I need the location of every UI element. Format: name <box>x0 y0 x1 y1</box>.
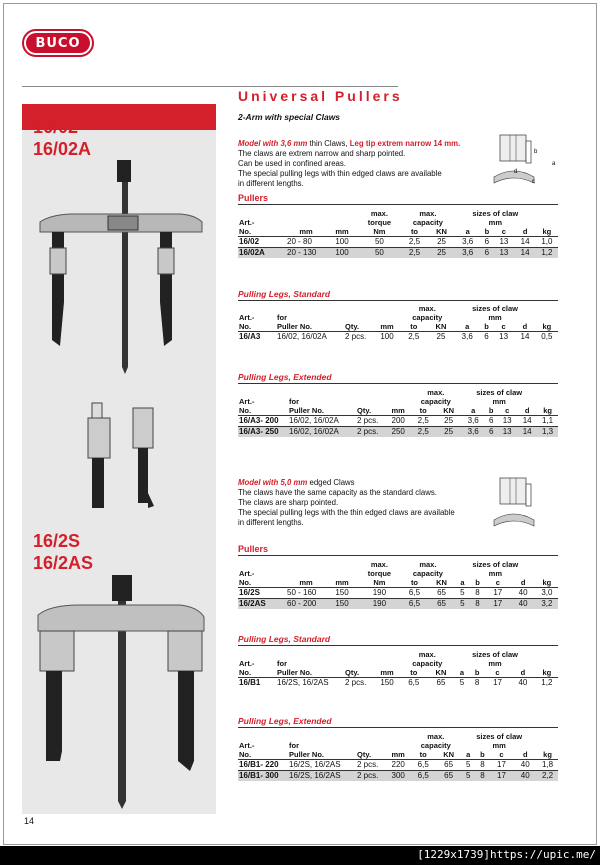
rule-2 <box>238 300 558 301</box>
cell-legs-std1-rows-0-c: 13 <box>493 332 514 343</box>
cell-legs-std2-rows-0-c: 17 <box>485 678 510 689</box>
cell-legs-ext1-rows-1-d: 14 <box>517 427 537 438</box>
claw-diagram-2 <box>490 476 558 532</box>
cell-headers-d: d <box>520 578 526 587</box>
cell-headers-qty: Qty. <box>345 322 360 331</box>
cell-legs-ext2-rows-1-d: 40 <box>513 771 537 782</box>
cell-headers-sizes: sizes of claw <box>476 732 523 741</box>
puller-image-1 <box>30 160 210 375</box>
cell-pullers1-rows-0-torque: 50 <box>358 237 401 248</box>
cell-headers-a: a <box>459 668 465 677</box>
cell-legs-std1-rows-0-art: 16/A3 <box>238 332 276 343</box>
cell-pullers2-rows-0-span: 50 - 160 <box>286 588 326 599</box>
h-art: Art.- <box>239 218 255 227</box>
cell-headers-c: c <box>495 578 500 587</box>
cell-headers-to: to <box>410 322 418 331</box>
h-b: b <box>484 227 490 236</box>
h-kn: KN <box>436 227 447 236</box>
cell-legs-std2-rows-0-kg: 1,2 <box>536 678 558 689</box>
diagram1-b: b <box>534 149 538 155</box>
cell-pullers1-rows-0-span: 20 - 80 <box>286 237 326 248</box>
cell-legs-ext2-rows-0-qty: 2 pcs. <box>356 760 386 771</box>
cell-pullers2-rows-0-b: 8 <box>470 588 485 599</box>
puller-image-2 <box>30 575 210 815</box>
h-mm-depth: mm <box>335 227 349 236</box>
cell-legs-ext1-rows-0-kg: 1,1 <box>537 416 558 427</box>
cell-pullers1-rows-0-depth: 100 <box>326 237 358 248</box>
cell-headers-puller-no: Puller No. <box>277 322 313 331</box>
cell-pullers1-rows-0-to: 2,5 <box>401 237 428 248</box>
cell-headers-max: max. <box>370 560 388 569</box>
desc1-line4: The special pulling legs with thin edged claws are available <box>238 169 442 178</box>
cell-legs-ext2-rows-0-art: 16/B1- 220 <box>238 760 288 771</box>
table-pullers-1 <box>238 209 558 258</box>
cell-pullers2-rows-1-d: 40 <box>510 599 535 610</box>
table-legs-std-1 <box>238 304 558 342</box>
cell-headers-d: d <box>522 750 528 759</box>
diagram1-a: a <box>552 161 556 167</box>
h-mm-span: mm <box>299 227 313 236</box>
rule-6 <box>238 727 558 728</box>
h-c: c <box>501 227 506 236</box>
h-capacity: capacity <box>412 218 443 227</box>
cell-pullers1-rows-0-d: 14 <box>515 237 536 248</box>
table-row <box>238 248 558 259</box>
cell-headers-mm: mm <box>488 569 503 578</box>
cell-headers-max: max. <box>419 560 437 569</box>
desc1-line3: Can be used in confined areas. <box>238 159 346 168</box>
cell-headers-a: a <box>465 322 470 331</box>
cell-pullers2-rows-1-torque: 190 <box>358 599 401 610</box>
cell-headers-b: b <box>484 322 489 331</box>
cell-headers-a: a <box>460 578 465 587</box>
cell-headers-mm: mm <box>335 578 349 587</box>
cell-headers-b: b <box>480 750 485 759</box>
cell-legs-std2-rows-0-mm: 150 <box>374 678 400 689</box>
cell-headers-kg: kg <box>542 322 552 331</box>
cell-headers-puller-no: Puller No. <box>277 668 313 677</box>
claw-closeup-image <box>78 398 188 523</box>
cell-pullers1-rows-1-art: 16/02A <box>238 248 286 259</box>
table-row <box>238 416 558 427</box>
table-row <box>238 332 558 343</box>
cell-headers-kg: kg <box>543 406 552 415</box>
cell-legs-std1-rows-0-kg: 0,5 <box>536 332 558 343</box>
cell-legs-std2-rows-0-to: 6,5 <box>400 678 427 689</box>
cell-headers-mm: mm <box>380 668 394 677</box>
section-pullers-1: Pullers <box>238 193 269 203</box>
cell-legs-ext1-rows-0-d: 14 <box>517 416 537 427</box>
cell-headers-max: max. <box>418 304 436 313</box>
cell-pullers1-rows-1-b: 6 <box>480 248 493 259</box>
cell-legs-ext2-rows-0-for: 16/2S, 16/2AS <box>288 760 356 771</box>
cell-headers-art: Art.- <box>239 397 255 406</box>
cell-headers-mm: mm <box>488 659 502 668</box>
desc1-model: Model with 3,6 mm <box>238 139 308 148</box>
cell-pullers1-rows-0-kn: 25 <box>428 237 455 248</box>
cell-legs-std1-rows-0-qty: 2 pcs. <box>344 332 374 343</box>
cell-legs-std1-rows-0-b: 6 <box>480 332 493 343</box>
cell-headers-for: for <box>289 397 299 406</box>
cell-legs-ext2-rows-0-kg: 1,8 <box>537 760 558 771</box>
cell-headers-no: No. <box>239 750 252 759</box>
cell-legs-ext1-rows-0-c: 13 <box>497 416 517 427</box>
cell-legs-ext1-rows-0-mm: 200 <box>386 416 410 427</box>
cell-headers-capacity: capacity <box>412 313 443 322</box>
table-row <box>238 427 558 438</box>
cell-pullers2-rows-1-c: 17 <box>485 599 510 610</box>
cell-legs-ext2-rows-0-kn: 65 <box>436 760 461 771</box>
cell-legs-ext2-rows-1-a: 5 <box>461 771 475 782</box>
cell-headers-c: c <box>495 668 500 677</box>
h-kg: kg <box>542 227 552 236</box>
cell-legs-std2-rows-0-b: 8 <box>469 678 484 689</box>
cell-pullers2-rows-0-c: 17 <box>485 588 510 599</box>
cell-legs-ext1-rows-1-for: 16/02, 16/02A <box>288 427 356 438</box>
cell-legs-ext1-rows-1-c: 13 <box>497 427 517 438</box>
cell-headers-mm: mm <box>380 322 394 331</box>
cell-pullers2-rows-0-torque: 190 <box>358 588 401 599</box>
page-title: Universal Pullers <box>238 88 403 104</box>
cell-legs-ext1-rows-0-for: 16/02, 16/02A <box>288 416 356 427</box>
table-legs-ext-2 <box>238 732 558 781</box>
buco-logo <box>22 29 94 57</box>
desc2-line2: The claws have the same capacity as the standard claws. <box>238 488 437 497</box>
cell-legs-ext1-rows-1-b: 6 <box>485 427 497 438</box>
cell-legs-ext2-rows-0-b: 8 <box>475 760 489 771</box>
cell-headers-art: Art.- <box>239 741 255 750</box>
desc2-line4: The special pulling legs with the thin edged claws are available <box>238 508 455 517</box>
cell-legs-std2-rows-0-art: 16/B1 <box>238 678 276 689</box>
cell-headers-sizes: sizes of claw <box>472 304 518 313</box>
cell-headers-b: b <box>475 578 480 587</box>
cell-headers-mm: mm <box>492 397 506 406</box>
cell-legs-std2-rows-0-a: 5 <box>454 678 469 689</box>
cell-headers-sizes: sizes of claw <box>476 388 523 397</box>
cell-headers-capacity: capacity <box>412 659 443 668</box>
cell-pullers2-rows-1-kg: 3,2 <box>536 599 558 610</box>
cell-headers-qty: Qty. <box>357 750 372 759</box>
rule-1 <box>238 204 558 205</box>
cell-legs-std1-rows-0-mm: 100 <box>374 332 400 343</box>
cell-legs-std2-rows-0-for: 16/2S, 16/2AS <box>276 678 344 689</box>
section-pullers-2: Pullers <box>238 544 269 554</box>
cell-legs-ext1-rows-1-art: 16/A3- 250 <box>238 427 288 438</box>
claw-diagram-1 <box>490 133 558 189</box>
diagram1-d: d <box>514 169 518 175</box>
cell-pullers2-rows-1-a: 5 <box>455 599 470 610</box>
cell-headers-for: for <box>289 741 299 750</box>
table-legs-ext-1 <box>238 388 558 437</box>
cell-pullers2-rows-1-span: 60 - 200 <box>286 599 326 610</box>
cell-legs-ext2-rows-1-mm: 300 <box>386 771 410 782</box>
cell-pullers2-rows-1-depth: 150 <box>326 599 358 610</box>
cell-headers-to: to <box>410 578 419 587</box>
cell-headers-capacity: capacity <box>420 741 451 750</box>
cell-pullers2-rows-1-to: 6,5 <box>401 599 428 610</box>
cell-pullers1-rows-1-span: 20 - 130 <box>286 248 326 259</box>
cell-pullers2-rows-1-kn: 65 <box>428 599 455 610</box>
table-row <box>238 678 558 689</box>
cell-legs-ext2-rows-1-art: 16/B1- 300 <box>238 771 288 782</box>
cell-headers-sizes: sizes of claw <box>472 650 518 659</box>
cell-legs-ext1-rows-1-mm: 250 <box>386 427 410 438</box>
cell-headers-a: a <box>471 406 476 415</box>
cell-headers-b: b <box>474 668 480 677</box>
cell-headers-capacity: capacity <box>420 397 451 406</box>
cell-legs-ext1-rows-1-qty: 2 pcs. <box>356 427 386 438</box>
desc1-claws: thin Claws, <box>307 139 350 148</box>
cell-headers-kg: kg <box>543 750 552 759</box>
cell-headers-c: c <box>505 406 510 415</box>
cell-headers-nm: Nm <box>373 578 386 587</box>
cell-pullers1-rows-0-c: 13 <box>493 237 514 248</box>
logo-text: BUCO <box>26 33 90 53</box>
cell-headers-b: b <box>488 406 494 415</box>
table-row <box>238 237 558 248</box>
cell-headers-torque: torque <box>367 569 392 578</box>
cell-pullers1-rows-1-torque: 50 <box>358 248 401 259</box>
cell-legs-std1-rows-0-d: 14 <box>514 332 535 343</box>
cell-headers-kn: KN <box>435 668 447 677</box>
h-d: d <box>522 227 528 236</box>
description-1 <box>238 139 460 189</box>
cell-pullers2-rows-1-art: 16/2AS <box>238 599 286 610</box>
cell-headers-no: No. <box>239 322 252 331</box>
cell-legs-ext1-rows-0-b: 6 <box>485 416 497 427</box>
cell-pullers1-rows-0-art: 16/02 <box>238 237 286 248</box>
cell-headers-mm: mm <box>391 406 405 415</box>
cell-pullers1-rows-1-a: 3,6 <box>455 248 481 259</box>
top-rule <box>22 86 398 87</box>
section-legs-ext-2: Pulling Legs, Extended <box>238 716 332 726</box>
cell-headers-sizes: sizes of claw <box>472 560 519 569</box>
subtitle: 2-Arm with special Claws <box>238 112 341 122</box>
cell-headers-max: max. <box>427 732 445 741</box>
table-pullers-2 <box>238 560 558 609</box>
footer-watermark: [1229x1739]https://upic.me/ <box>417 848 596 861</box>
cell-pullers1-rows-1-kn: 25 <box>428 248 455 259</box>
section-legs-std-1: Pulling Legs, Standard <box>238 289 331 299</box>
cell-headers-mm: mm <box>391 750 405 759</box>
rule-3 <box>238 383 558 384</box>
cell-headers-mm: mm <box>492 741 506 750</box>
cell-headers-d: d <box>524 406 530 415</box>
model-label-4: 16/2AS <box>33 553 94 573</box>
cell-pullers1-rows-0-a: 3,6 <box>455 237 481 248</box>
model-label-2: 16/02A <box>33 139 92 159</box>
cell-legs-std1-rows-0-a: 3,6 <box>454 332 480 343</box>
cell-legs-std2-rows-0-d: 40 <box>510 678 535 689</box>
cell-legs-ext1-rows-0-kn: 25 <box>436 416 461 427</box>
cell-headers-d: d <box>522 322 528 331</box>
h-no: No. <box>239 227 252 236</box>
cell-headers-kn: KN <box>443 750 455 759</box>
cell-legs-ext2-rows-1-c: 17 <box>490 771 514 782</box>
cell-pullers1-rows-1-to: 2,5 <box>401 248 428 259</box>
cell-legs-ext1-rows-1-a: 3,6 <box>461 427 485 438</box>
cell-legs-ext1-rows-0-to: 2,5 <box>410 416 436 427</box>
cell-legs-ext1-rows-1-to: 2,5 <box>410 427 436 438</box>
desc2-line3: The claws are sharp pointed. <box>238 498 339 507</box>
rule-5 <box>238 645 558 646</box>
h-to: to <box>410 227 419 236</box>
cell-pullers2-rows-0-to: 6,5 <box>401 588 428 599</box>
cell-pullers1-rows-0-kg: 1,0 <box>536 237 558 248</box>
h-torque: torque <box>367 218 392 227</box>
h-max: max. <box>370 209 388 218</box>
cell-legs-std2-rows-0-qty: 2 pcs. <box>344 678 374 689</box>
h-mm: mm <box>488 218 503 227</box>
cell-headers-max: max. <box>418 650 436 659</box>
cell-headers-puller-no: Puller No. <box>289 406 325 415</box>
cell-pullers2-rows-0-a: 5 <box>455 588 470 599</box>
page-number: 14 <box>24 816 35 826</box>
cell-legs-ext1-rows-0-qty: 2 pcs. <box>356 416 386 427</box>
cell-legs-std1-rows-0-for: 16/02, 16/02A <box>276 332 344 343</box>
diagram1-c: c <box>532 179 535 185</box>
cell-headers-puller-no: Puller No. <box>289 750 325 759</box>
cell-legs-ext2-rows-0-d: 40 <box>513 760 537 771</box>
cell-pullers2-rows-0-kg: 3,0 <box>536 588 558 599</box>
model-label-1: 16/02 <box>33 117 79 137</box>
description-2 <box>238 478 455 528</box>
cell-headers-capacity: capacity <box>412 569 443 578</box>
cell-legs-ext1-rows-0-a: 3,6 <box>461 416 485 427</box>
cell-legs-ext2-rows-0-mm: 220 <box>386 760 410 771</box>
cell-headers-art: Art.- <box>239 659 255 668</box>
table-row <box>238 588 558 599</box>
desc1-leg-tip: Leg tip extrem narrow 14 mm. <box>349 139 461 148</box>
cell-headers-kn: KN <box>435 322 447 331</box>
cell-pullers2-rows-1-b: 8 <box>470 599 485 610</box>
table-row <box>238 599 558 610</box>
cell-pullers1-rows-1-d: 14 <box>515 248 536 259</box>
cell-headers-kn: KN <box>443 406 455 415</box>
cell-headers-to: to <box>419 406 427 415</box>
table-row <box>238 771 558 782</box>
cell-headers-to: to <box>419 750 427 759</box>
cell-headers-mm: mm <box>299 578 313 587</box>
cell-headers-for: for <box>277 659 287 668</box>
section-legs-std-2: Pulling Legs, Standard <box>238 634 331 644</box>
cell-pullers1-rows-0-b: 6 <box>480 237 493 248</box>
section-legs-ext-1: Pulling Legs, Extended <box>238 372 332 382</box>
cell-headers-no: No. <box>239 668 252 677</box>
cell-headers-no: No. <box>239 578 252 587</box>
cell-pullers1-rows-1-c: 13 <box>493 248 514 259</box>
cell-legs-ext2-rows-0-c: 17 <box>490 760 514 771</box>
h-max2: max. <box>419 209 437 218</box>
desc1-line2: The claws are extrem narrow and sharp pointed. <box>238 149 406 158</box>
model-label-3: 16/2S <box>33 531 81 551</box>
cell-legs-ext2-rows-1-kn: 65 <box>436 771 461 782</box>
cell-legs-std1-rows-0-kn: 25 <box>428 332 455 343</box>
table-row <box>238 760 558 771</box>
h-sizes: sizes of claw <box>472 209 519 218</box>
cell-headers-for: for <box>277 313 287 322</box>
cell-headers-c: c <box>499 750 504 759</box>
cell-legs-ext2-rows-1-b: 8 <box>475 771 489 782</box>
cell-legs-ext2-rows-0-to: 6,5 <box>410 760 436 771</box>
cell-pullers2-rows-0-kn: 65 <box>428 588 455 599</box>
cell-pullers2-rows-0-art: 16/2S <box>238 588 286 599</box>
cell-legs-std1-rows-0-to: 2,5 <box>400 332 427 343</box>
cell-legs-ext2-rows-1-kg: 2,2 <box>537 771 558 782</box>
cell-pullers1-rows-1-depth: 100 <box>326 248 358 259</box>
cell-headers-c: c <box>501 322 506 331</box>
cell-headers-kg: kg <box>542 668 552 677</box>
cell-headers-to: to <box>410 668 418 677</box>
h-a: a <box>465 227 470 236</box>
cell-headers-a: a <box>466 750 471 759</box>
cell-legs-ext2-rows-0-a: 5 <box>461 760 475 771</box>
cell-legs-std2-rows-0-kn: 65 <box>428 678 455 689</box>
cell-headers-qty: Qty. <box>345 668 360 677</box>
cell-headers-art: Art.- <box>239 569 255 578</box>
cell-headers-art: Art.- <box>239 313 255 322</box>
cell-legs-ext1-rows-0-art: 16/A3- 200 <box>238 416 288 427</box>
cell-pullers2-rows-0-d: 40 <box>510 588 535 599</box>
cell-headers-kg: kg <box>542 578 552 587</box>
h-nm: Nm <box>373 227 386 236</box>
cell-legs-ext2-rows-1-to: 6,5 <box>410 771 436 782</box>
desc1-line5: in different lengths. <box>238 179 304 188</box>
cell-legs-ext1-rows-1-kn: 25 <box>436 427 461 438</box>
table-legs-std-2 <box>238 650 558 688</box>
rule-4 <box>238 555 558 556</box>
cell-pullers2-rows-0-depth: 150 <box>326 588 358 599</box>
cell-pullers1-rows-1-kg: 1,2 <box>536 248 558 259</box>
cell-headers-mm: mm <box>488 313 502 322</box>
cell-headers-qty: Qty. <box>357 406 372 415</box>
desc2-line5: in different lengths. <box>238 518 304 527</box>
cell-legs-ext2-rows-1-for: 16/2S, 16/2AS <box>288 771 356 782</box>
cell-legs-ext2-rows-1-qty: 2 pcs. <box>356 771 386 782</box>
cell-headers-no: No. <box>239 406 252 415</box>
desc2-claws: edged Claws <box>307 478 355 487</box>
desc2-model: Model with 5,0 mm <box>238 478 308 487</box>
cell-legs-ext1-rows-1-kg: 1,3 <box>537 427 558 438</box>
cell-headers-d: d <box>520 668 526 677</box>
cell-headers-kn: KN <box>436 578 447 587</box>
cell-headers-max: max. <box>427 388 445 397</box>
